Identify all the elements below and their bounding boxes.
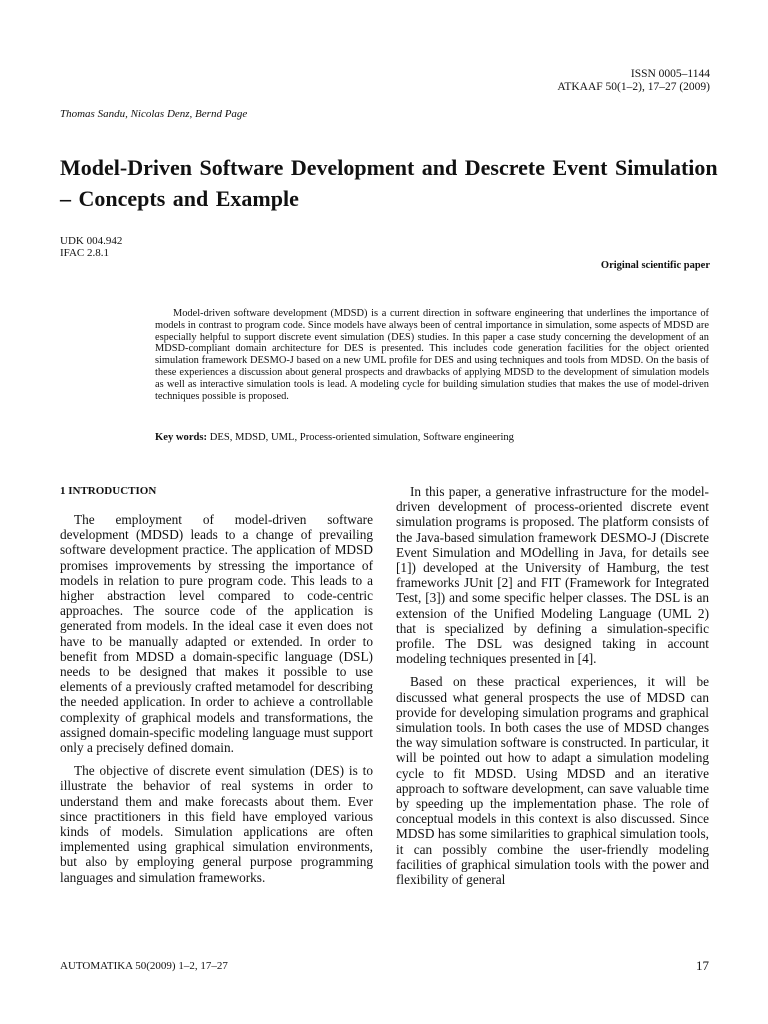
left-column — [60, 512, 373, 893]
abstract — [155, 308, 709, 402]
classification-codes — [60, 235, 122, 259]
authors: Thomas Sandu, Nicolas Denz, Bernd Page — [60, 108, 248, 120]
paper-title: Model-Driven Software Development and Descrete Event Simulation – Concepts and Example — [60, 155, 718, 211]
abstract-text: Model-driven software development (MDSD) is a current direction in software engineering that underlines the importance of models in contrast to program code. Since models have always been of central importance in simulation, some aspects of MDSD are especially helpful to support discrete event simulation (DES) studies. In this paper a case study concerning the development of an MDSD-compliant domain architecture for DES is presented. This includes code generation facilities for the object oriented simulation framework DESMO-J based on a new UML profile for DES and using techniques and tools from MDSD. On the basis of these experiences a discussion about general prospects and drawbacks of applying MDSD to the development of simulation models as well as interactive simulation tools is lead. A modeling cycle for building simulation studies that makes the use of model-driven techniques possible is proposed. — [155, 308, 709, 402]
keywords-label: Key words: — [155, 432, 208, 443]
issn: ISSN 0005–1144 — [630, 68, 710, 80]
page-number: 17 — [696, 958, 709, 973]
journal-header — [557, 68, 710, 94]
udk-code: UDK 004.942 — [60, 235, 123, 247]
section-heading-introduction: 1 INTRODUCTION — [60, 485, 157, 497]
footer-journal: AUTOMATIKA 50(2009) 1–2, 17–27 — [60, 960, 228, 972]
journal-reference: ATKAAF 50(1–2), 17–27 (2009) — [557, 81, 710, 93]
paragraph: In this paper, a generative infrastructure for the model-driven development of process-oriented discrete event simulation programs is proposed. The platform consists of the Java-based simulation framework DESMO-J (Discrete Event Simulation and MOdelling in Java, for details see [1]) developed at the University of Hamburg, the test frameworks JUnit [2] and FIT (Framework for Integrated Test, [3]) and some specific helper classes. The DSL is an extension of the Unified Modeling Language (UML 2) that is specialized by defining a simulation-specific profile. The DSL was designed taking in account modeling techniques presented in [4]. — [396, 484, 709, 667]
right-column — [396, 484, 709, 895]
ifac-code: IFAC 2.8.1 — [60, 247, 109, 259]
paper-type: Original scientific paper — [600, 260, 710, 271]
paragraph: The objective of discrete event simulation (DES) is to illustrate the behavior of real systems in order to understand them and make forecasts about them. Ever since practitioners in this field have employed various kinds of models. Simulation applications are often implemented using graphical simulation environments, but also by employing general purpose programming languages and simulation frameworks. — [60, 763, 373, 885]
keywords — [155, 432, 709, 443]
keywords-text: DES, MDSD, UML, Process-oriented simulation, Software engineering — [209, 432, 514, 443]
paragraph: The employment of model-driven software development (MDSD) leads to a change of prevailing software development practice. The application of MDSD promises improvements by stressing the importance of models in relation to pure program code. This leads to a higher abstraction level compared to code-centric approaches. The source code of the application is generated from models. In the ideal case it even does not have to be manually adapted or extended. In order to benefit from MDSD a domain-specific language (DSL) needs to be designed that makes it possible to use elements of a previously crafted metamodel for describing the needed application. In order to achieve a controllable complexity of graphical models and transformations, the assigned domain-specific modeling language must support only a precisely defined domain. — [60, 512, 373, 756]
paragraph: Based on these practical experiences, it will be discussed what general prospects the use of MDSD can provide for developing simulation programs and graphical simulation tools. In both cases the use of MDSD changes the way simulation software is constructed. In particular, it will be pointed out how to adapt a simulation modeling cycle to fit MDSD. Using MDSD and an iterative approach to software development, can save valuable time by speeding up the implementation phase. The role of conceptual models in this context is also discussed. Since MDSD has some similarities to graphical simulation tools, it can possibly combine the user-friendly modeling facilities of graphical simulation tools with the power and flexibility of general — [396, 674, 709, 888]
